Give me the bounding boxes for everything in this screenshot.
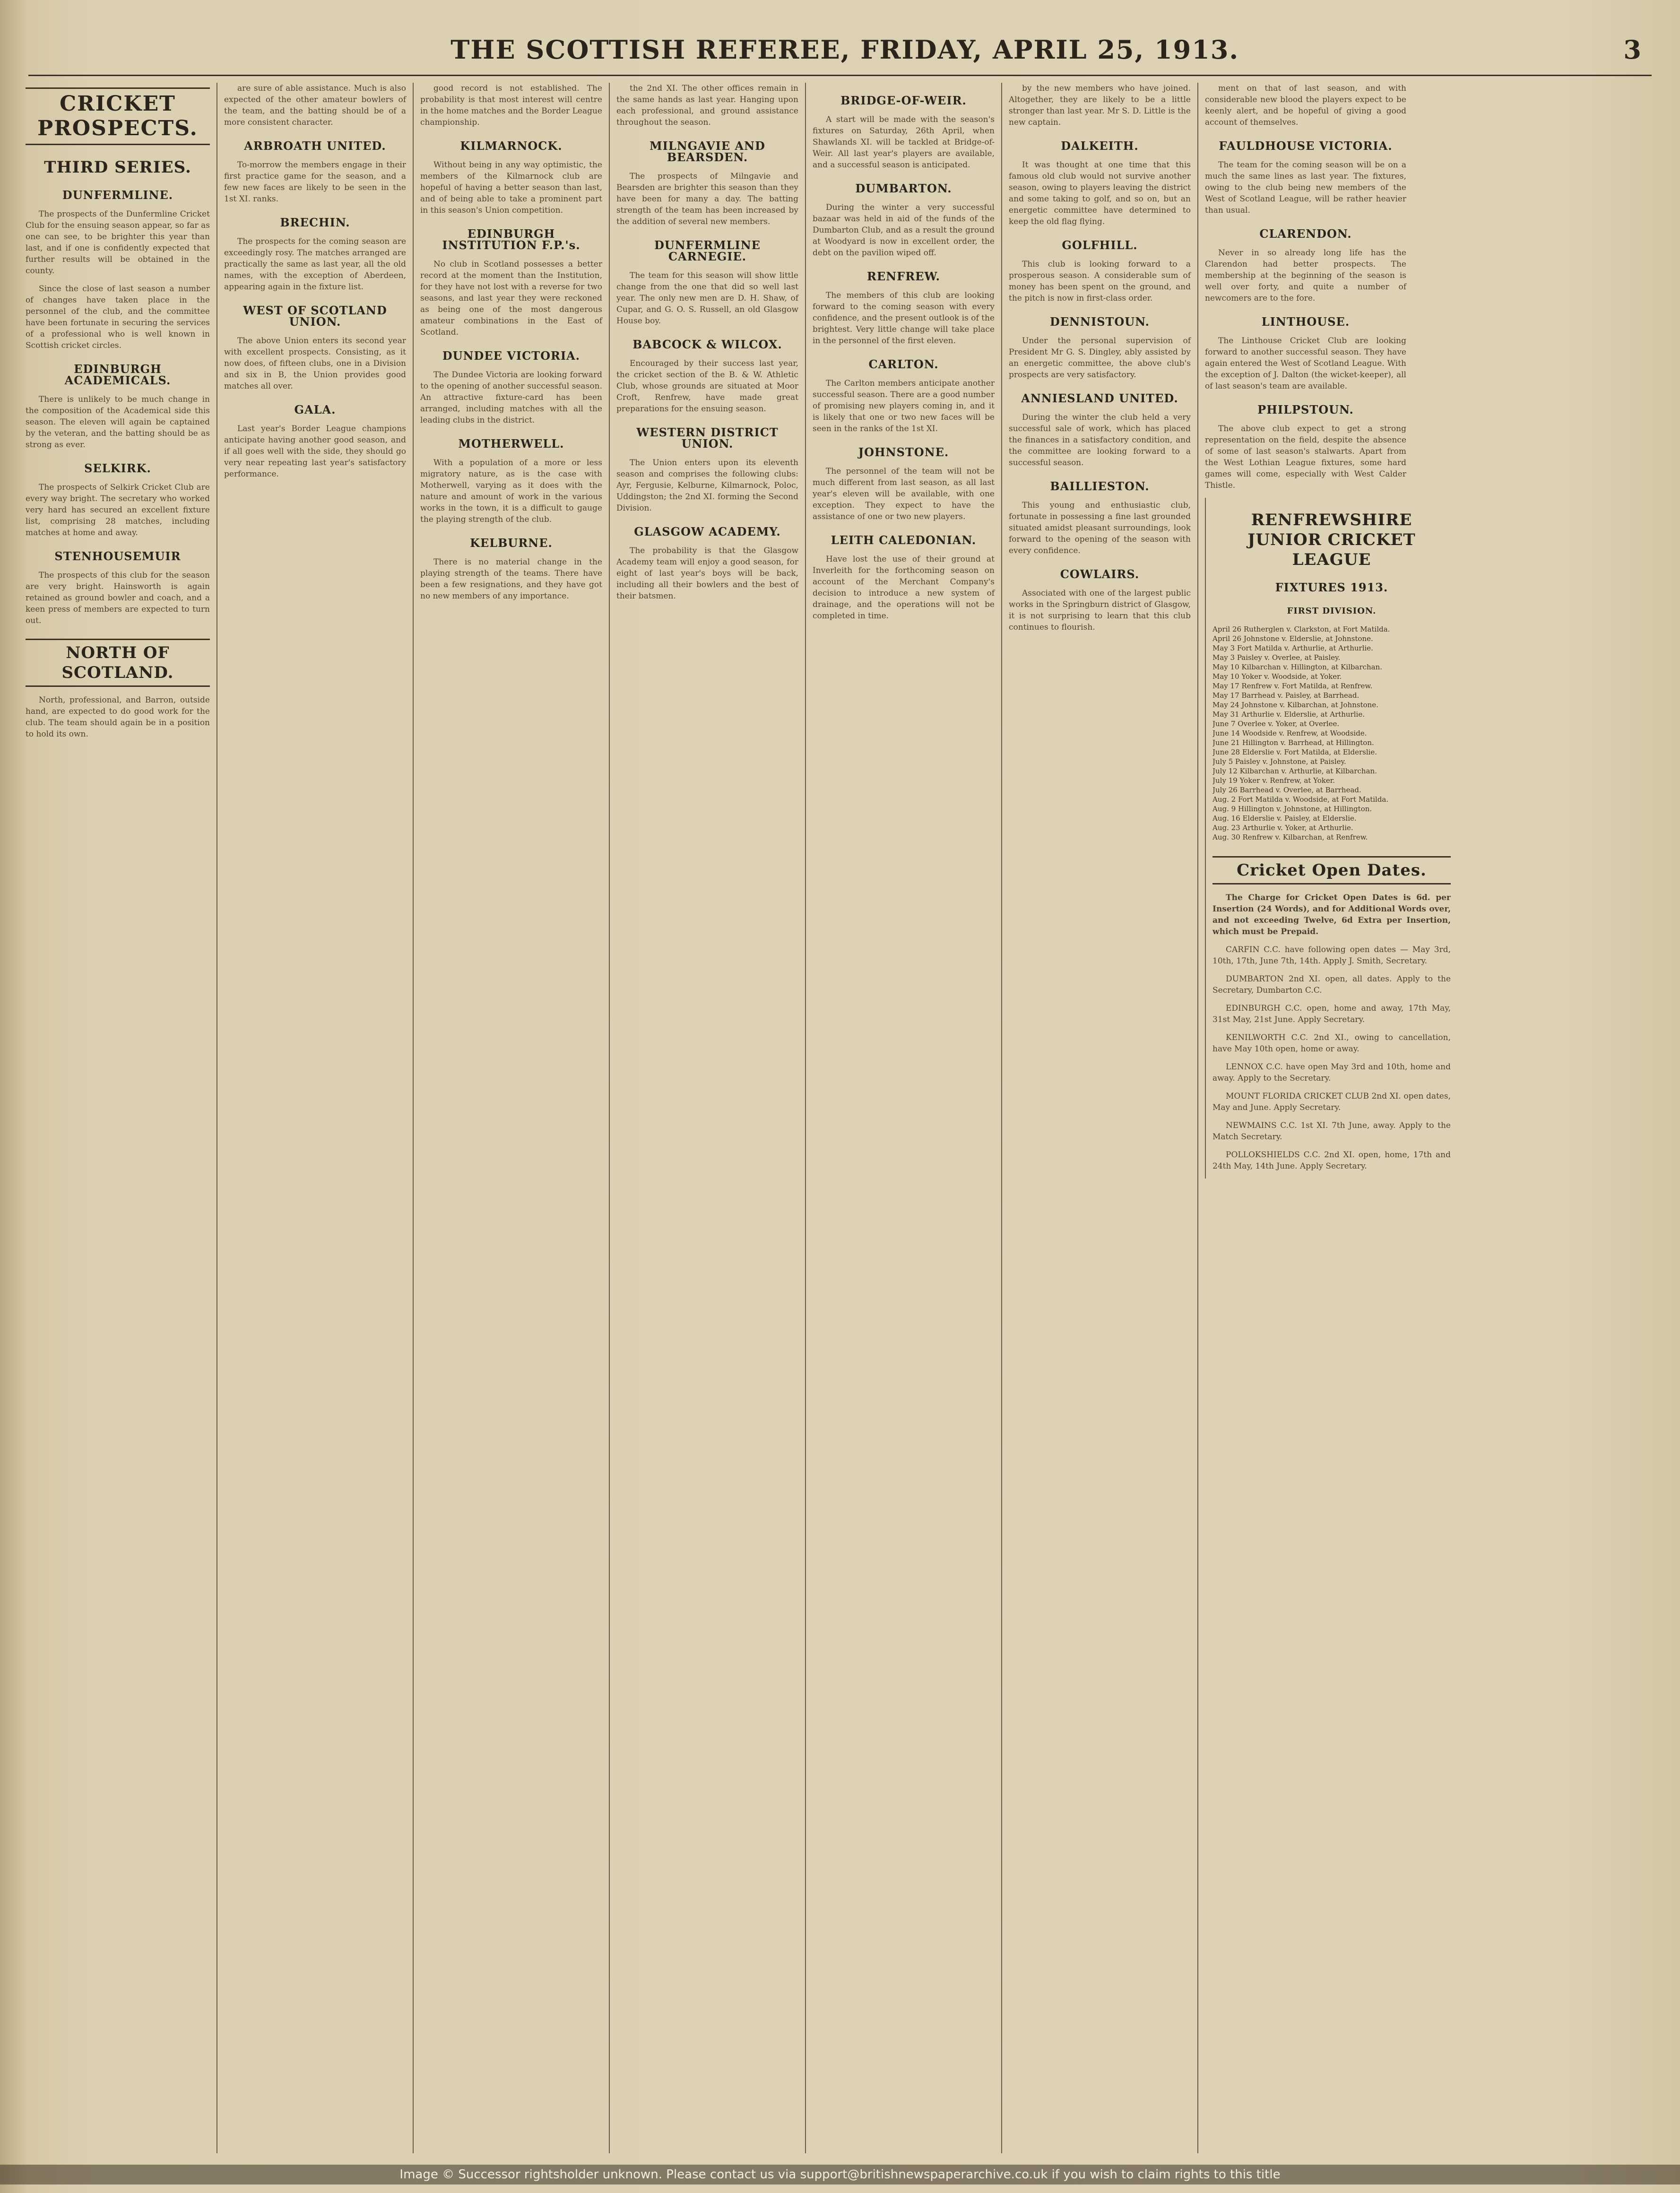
section-heading: GLASGOW ACADEMY.	[634, 525, 781, 538]
section-heading: ANNIESLAND UNITED.	[1021, 391, 1178, 405]
fixture-row: Aug. 2 Fort Matilda v. Woodside, at Fort Matilda.	[1212, 795, 1389, 804]
article-paragraph: To-morrow the members engage in their first practice game for the season, and a few new faces are likely to be seen in the 1st XI. ranks.	[224, 160, 406, 204]
fixture-row: July 5 Paisley v. Johnstone, at Paisley.	[1212, 757, 1346, 766]
article-paragraph: the 2nd XI. The other offices remain in the same hands as last year. Hanging upon each professional, and ground assistance throughout the season.	[616, 84, 798, 127]
article-paragraph: Without being in any way optimistic, the members of the Kilmarnock club are hopeful of having a better season than last, and of being able to take a prominent part in this season's Union competition.	[420, 160, 602, 215]
fixture-row: May 24 Johnstone v. Kilbarchan, at Johnstone.	[1212, 701, 1378, 709]
section-heading: MOTHERWELL.	[458, 437, 564, 451]
headline-cricket-prospects: CRICKET PROSPECTS.	[26, 87, 210, 145]
column-7b	[1205, 498, 1451, 1179]
section-heading: DUMBARTON.	[855, 182, 952, 195]
masthead	[38, 28, 1642, 71]
section-heading: EDINBURGH ACADEMICALS.	[64, 362, 171, 387]
fixture-row: June 7 Overlee v. Yoker, at Overlee.	[1212, 719, 1340, 728]
fixture-row: May 3 Paisley v. Overlee, at Paisley.	[1212, 653, 1341, 662]
article-paragraph: ment on that of last season, and with considerable new blood the players expect to be keenly alert, and be hopeful of giving a good account of themselves.	[1205, 84, 1406, 127]
section-heading: ARBROATH UNITED.	[244, 139, 386, 153]
fixture-row: May 3 Fort Matilda v. Arthurlie, at Arthurlie.	[1212, 644, 1373, 652]
column-3	[414, 83, 610, 2153]
column-1	[19, 83, 217, 2153]
article-paragraph: The Union enters upon its eleventh season and comprises the following clubs: Ayr, Fergusie, Kelburne, Kilmarnock, Poloc, Uddingston; the 2nd XI. forming the Second Division.	[616, 458, 798, 513]
fixture-row: April 26 Johnstone v. Elderslie, at Johnstone.	[1212, 634, 1373, 643]
section-heading: SELKIRK.	[84, 461, 151, 475]
open-dates-list	[1212, 944, 1451, 1172]
section-heading: STENHOUSEMUIR	[54, 549, 181, 563]
article-paragraph: The Carlton members anticipate another successful season. There are a good number of promising new players coming in, and it is likely that one or two new faces will be seen in the ranks of the 1st XI.	[813, 379, 995, 433]
article-paragraph: There is no material change in the playing strength of the teams. There have been a few resignations, and they have got no new members of any importance.	[420, 557, 602, 601]
open-date-notice: CARFIN C.C. have following open dates — May 3rd, 10th, 17th, June 7th, 14th. Apply J. Smith, Secretary.	[1212, 945, 1451, 966]
article-paragraph: Last year's Border League champions anticipate having another good season, and if all goes well with the side, they should go very near repeating last year's satisfactory performance.	[224, 424, 406, 479]
fixture-row: July 12 Kilbarchan v. Arthurlie, at Kilbarchan.	[1212, 767, 1377, 775]
article-paragraph: by the new members who have joined. Altogether, they are likely to be a little stronger than last year. Mr S. D. Little is the new captain.	[1009, 84, 1191, 127]
section-heading: FAULDHOUSE VICTORIA.	[1219, 139, 1393, 153]
article-paragraph: No club in Scotland possesses a better record at the moment than the Institution, for they have not lost with a reverse for two seasons, and last year they were reckoned as being one of the most dangerous amateur combinations in the East of Scotland.	[420, 260, 602, 337]
open-dates-intro: The Charge for Cricket Open Dates is 6d. per Insertion (24 Words), and for Additional Words over, and not exceeding Twelve, 6d Extra per Insertion, which must be Prepaid.	[1212, 893, 1451, 936]
subheading-third-series: THIRD SERIES.	[44, 158, 191, 177]
article-paragraph: Never in so already long life has the Clarendon had better prospects. The membership at the beginning of the season is well over forty, and quite a number of newcomers are to the fore.	[1205, 248, 1406, 303]
section-heading: KELBURNE.	[470, 536, 553, 550]
section-heading: WEST OF SCOTLAND UNION.	[243, 303, 387, 329]
open-date-notice: LENNOX C.C. have open May 3rd and 10th, home and away. Apply to the Secretary.	[1212, 1062, 1451, 1083]
article-paragraph: The prospects of Selkirk Cricket Club are every way bright. The secretary who worked very hard has secured an excellent fixture list, comprising 28 matches, including matches at home and away.	[26, 483, 210, 537]
article-paragraph: There is unlikely to be much change in the composition of the Academical side this season. The eleven will again be captained by the veteran, and the batting should be as strong as ever.	[26, 395, 210, 450]
fixture-row: April 26 Rutherglen v. Clarkston, at Fort Matilda.	[1212, 625, 1390, 633]
fixture-row: Aug. 9 Hillington v. Johnstone, at Hillington.	[1212, 805, 1372, 813]
article-paragraph: The Linthouse Cricket Club are looking forward to another successful season. They have again entered the West of Scotland League. With the exception of J. Dalton (the wicket-keeper), all of last season's team are available.	[1205, 336, 1406, 391]
columns	[19, 83, 1664, 2153]
open-date-notice: DUMBARTON 2nd XI. open, all dates. Apply to the Secretary, Dumbarton C.C.	[1212, 974, 1451, 995]
section-heading: EDINBURGH INSTITUTION F.P.'s.	[442, 227, 580, 252]
article-paragraph: During the winter the club held a very successful sale of work, which has placed the finances in a satisfactory condition, and the committee are looking forward to a successful season.	[1009, 413, 1191, 468]
article-paragraph: During the winter a very successful bazaar was held in aid of the funds of the Dumbarton Club, and as a result the ground at Woodyard is now in excellent order, the debt on the pavilion wiped off.	[813, 203, 995, 258]
fixture-row: June 21 Hillington v. Barrhead, at Hillington.	[1212, 738, 1374, 747]
article-paragraph: This young and enthusiastic club, fortunate in possessing a fine last grounded situated amidst pleasant surroundings, look forward to the opening of the season with every confidence.	[1009, 501, 1191, 555]
open-dates-heading: Cricket Open Dates.	[1212, 856, 1451, 884]
column-5	[806, 83, 1002, 2153]
article-paragraph: The prospects for the coming season are exceedingly rosy. The matches arranged are practically the same as last year, all the old names, with the exception of Aberdeen, appearing again in the fixture list.	[224, 237, 406, 292]
article-paragraph: The prospects of Milngavie and Bearsden are brighter this season than they have been for many a day. The batting strength of the team has been increased by the addition of several new members.	[616, 172, 798, 226]
open-date-notice: EDINBURGH C.C. open, home and away, 17th May, 31st May, 21st June. Apply Secretary.	[1212, 1004, 1451, 1024]
column-7	[1198, 83, 1664, 2153]
fixture-row: Aug. 16 Elderslie v. Paisley, at Elderslie.	[1212, 814, 1357, 823]
fixture-row: June 14 Woodside v. Renfrew, at Woodside.	[1212, 729, 1367, 737]
open-date-notice: KENILWORTH C.C. 2nd XI., owing to cancellation, have May 10th open, home or away.	[1212, 1033, 1451, 1054]
fixture-row: May 10 Kilbarchan v. Hillington, at Kilbarchan.	[1212, 663, 1383, 671]
article-paragraph: are sure of able assistance. Much is also expected of the other amateur bowlers of the team, and the batting should be of a more consistent character.	[224, 84, 406, 127]
section-heading: CLARENDON.	[1259, 227, 1352, 241]
page-number: 3	[1623, 35, 1642, 65]
section-heading: JOHNSTONE.	[858, 445, 949, 459]
section-heading: BRIDGE-OF-WEIR.	[840, 94, 967, 107]
article-paragraph: Encouraged by their success last year, the cricket section of the B. & W. Athletic Club, whose grounds are situated at Moor Croft, Renfrew, have made great preparations for the ensuing season.	[616, 359, 798, 414]
fixtures-heading: FIXTURES 1913.	[1275, 581, 1388, 594]
fixture-row: Aug. 23 Arthurlie v. Yoker, at Arthurlie.	[1212, 823, 1353, 832]
section-heading: PHILPSTOUN.	[1257, 403, 1354, 416]
article-paragraph: The personnel of the team will not be much different from last season, as all last year's eleven will be available, with one exception. They expect to have the assistance of one or two new players.	[813, 467, 995, 521]
division-heading: FIRST DIVISION.	[1287, 606, 1377, 616]
section-heading: LINTHOUSE.	[1261, 315, 1350, 329]
article-paragraph: The above Union enters its second year with excellent prospects. Consisting, as it now does, of fifteen clubs, one in a Division and six in B, the Union provides good matches all over.	[224, 336, 406, 391]
fixture-row: May 31 Arthurlie v. Elderslie, at Arthurlie.	[1212, 710, 1365, 719]
section-heading: BAILLIESTON.	[1050, 479, 1150, 493]
section-heading: BRECHIN.	[280, 216, 350, 229]
open-date-notice: POLLOKSHIELDS C.C. 2nd XI. open, home, 17th and 24th May, 14th June. Apply Secretary.	[1212, 1150, 1451, 1171]
article-paragraph: Associated with one of the largest public works in the Springburn district of Glasgow, it is not surprising to learn that this club continues to flourish.	[1009, 589, 1191, 632]
open-date-notice: MOUNT FLORIDA CRICKET CLUB 2nd XI. open dates, May and June. Apply Secretary.	[1212, 1092, 1451, 1112]
fixture-row: Aug. 30 Renfrew v. Kilbarchan, at Renfrew.	[1212, 833, 1368, 841]
article-paragraph: The team for this season will show little change from the one that did so well last year. The only new men are D. H. Shaw, of Cupar, and G. O. S. Russell, an old Glasgow House boy.	[616, 271, 798, 326]
section-heading: KILMARNOCK.	[460, 139, 563, 153]
section-heading: DALKEITH.	[1061, 139, 1139, 153]
column-4	[610, 83, 806, 2153]
article-paragraph: The prospects of this club for the season are very bright. Hainsworth is again retained as ground bowler and coach, and a keen press of members are expected to turn out.	[26, 571, 210, 625]
section-heading: CARLTON.	[868, 357, 939, 371]
fixture-row: July 26 Barrhead v. Overlee, at Barrhead.	[1212, 786, 1361, 794]
article-paragraph: It was thought at one time that this famous old club would not survive another season, owing to players leaving the district and some taking to golf, and so on, but an energetic committee have determined to keep the old flag flying.	[1009, 160, 1191, 226]
section-heading-boxed: NORTH OF SCOTLAND.	[26, 639, 210, 687]
fixture-row: May 17 Renfrew v. Fort Matilda, at Renfrew.	[1212, 682, 1373, 690]
open-date-notice: NEWMAINS C.C. 1st XI. 7th June, away. Apply to the Match Secretary.	[1212, 1121, 1451, 1142]
fixture-row: July 19 Yoker v. Renfrew, at Yoker.	[1212, 776, 1335, 785]
column-6	[1002, 83, 1198, 2153]
article-paragraph: The team for the coming season will be on a much the same lines as last year. The fixtures, owing to the club being new members of the West of Scotland League, will be rather heavier than usual.	[1205, 160, 1406, 215]
column-7a	[1205, 83, 1413, 498]
fixture-row: May 10 Yoker v. Woodside, at Yoker.	[1212, 672, 1342, 681]
article-paragraph: With a population of a more or less migratory nature, as is the case with Motherwell, varying as it does with the nature and amount of work in the various works in the town, it is a difficult to gauge the playing strength of the club.	[420, 458, 602, 524]
article-paragraph: Have lost the use of their ground at Inverleith for the forthcoming season on account of the Merchant Company's decision to introduce a new system of drainage, and the operations will not be completed in time.	[813, 555, 995, 621]
article-paragraph: The Dundee Victoria are looking forward to the opening of another successful season. An attractive fixture-card has been arranged, including matches with all the leading clubs in the district.	[420, 370, 602, 425]
section-heading: BABCOCK & WILCOX.	[632, 338, 782, 351]
masthead-title: THE SCOTTISH REFEREE, FRIDAY, APRIL 25, 1913.	[450, 35, 1239, 65]
masthead-rule	[28, 75, 1652, 76]
section-heading: DUNFERMLINE.	[62, 188, 173, 202]
section-heading: DUNDEE VICTORIA.	[442, 349, 580, 363]
section-heading: MILNGAVIE AND BEARSDEN.	[649, 139, 765, 164]
section-heading: DUNFERMLINE CARNEGIE.	[654, 238, 761, 263]
section-heading: RENFREW.	[866, 269, 941, 283]
article-paragraph: The prospects of the Dunfermline Cricket Club for the ensuing season appear, so far as one can see, to be brighter this year than last, and if one is confidently expected that further results will be obtained in the county.	[26, 209, 210, 276]
section-heading: GALA.	[294, 403, 336, 416]
article-paragraph: The probability is that the Glasgow Academy team will enjoy a good season, for eight of last year's boys will be back, including all their bowlers and the best of their batsmen.	[616, 546, 798, 601]
article-paragraph: A start will be made with the season's fixtures on Saturday, 26th April, when Shawlands XI. will be tackled at Bridge-of-Weir. All last year's players are available, and a successful season is anticipated.	[813, 115, 995, 170]
archive-footer: Image © Successor rightsholder unknown. Please contact us via support@britishnewspaperarchive.co.uk if you wish to claim rights to this title	[0, 2165, 1680, 2184]
league-heading: RENFREWSHIRE JUNIOR CRICKET LEAGUE	[1247, 511, 1416, 569]
section-heading: WESTERN DISTRICT UNION.	[636, 425, 779, 451]
fixture-list	[1212, 624, 1451, 842]
article-paragraph: Under the personal supervision of President Mr G. S. Dingley, ably assisted by an energetic committee, the above club's prospects are very satisfactory.	[1009, 336, 1191, 380]
article-paragraph: Since the close of last season a number of changes have taken place in the personnel of the club, and the committee have been fortunate in securing the services of a professional who is well known in Scottish cricket circles.	[26, 284, 210, 350]
fixture-row: June 28 Elderslie v. Fort Matilda, at Elderslie.	[1212, 748, 1377, 756]
fixture-row: May 17 Barrhead v. Paisley, at Barrhead.	[1212, 691, 1360, 700]
article-paragraph: good record is not established. The probability is that most interest will centre in the home matches and the Border League championship.	[420, 84, 602, 127]
article-paragraph: North, professional, and Barron, outside hand, are expected to do good work for the club. The team should again be in a position to hold its own.	[26, 695, 210, 739]
article-paragraph: The members of this club are looking forward to the coming season with every confidence, and the present outlook is of the brightest. Very little change will take place in the personnel of the first eleven.	[813, 291, 995, 346]
section-heading: COWLAIRS.	[1060, 567, 1140, 581]
section-heading: LEITH CALEDONIAN.	[831, 533, 977, 547]
column-2	[217, 83, 414, 2153]
section-heading: GOLFHILL.	[1062, 238, 1138, 252]
article-paragraph: This club is looking forward to a prosperous season. A considerable sum of money has been spent on the ground, and the pitch is now in first-class order.	[1009, 260, 1191, 303]
section-heading: DENNISTOUN.	[1050, 315, 1150, 329]
article-paragraph: The above club expect to get a strong representation on the field, despite the absence of some of last season's stalwarts. Apart from the West Lothian League fixtures, some hard games will come, especially with West Calder Thistle.	[1205, 424, 1406, 490]
